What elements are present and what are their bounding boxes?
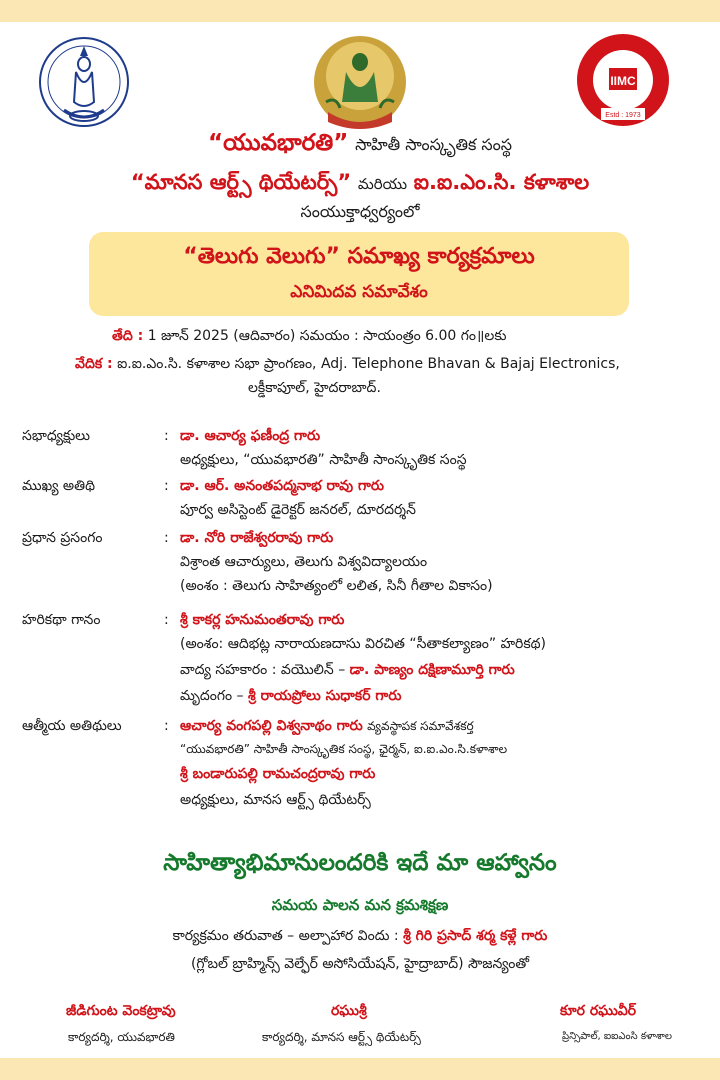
welcome-invitation: సాహిత్యాభిమానులందరికి ఇదే మా ఆహ్వానం	[163, 850, 557, 876]
header-line-2	[0, 170, 720, 200]
venue-value-2: లక్డీకాపూల్, హైదరాబాద్.	[248, 380, 381, 396]
yuvabharati-desc: సాహితీ సాంస్కృతిక సంస్థ	[355, 135, 513, 154]
signatory-1-name: జీడిగుంట వెంకట్రావు	[66, 1003, 176, 1019]
row5-name-2: శ్రీ బండారుపల్లి రామచంద్రరావు గారు	[180, 766, 376, 782]
top-band	[0, 0, 720, 22]
row5-desc-2: అధ్యక్షులు, మానస ఆర్ట్స్ థియేటర్స్	[180, 792, 371, 808]
refreshments-line	[0, 928, 720, 947]
refreshments-label: కార్యక్రమం తరువాత – అల్పాహార విందు :	[172, 928, 399, 944]
violin-artist: డా. పాణ్యం దక్షిణామూర్తి గారు	[349, 662, 515, 678]
manasa-arts-logo	[306, 32, 414, 132]
date-label: తేది :	[112, 328, 144, 344]
and-word: మరియు	[357, 175, 408, 193]
courtesy-line: (గ్లోబల్ బ్రాహ్మిన్స్ వెల్ఫేర్ అసోసియేషన్, హైద్రాబాద్) సౌజన్యంతో	[190, 956, 530, 972]
row5-name: ఆచార్య వంగపల్లి విశ్వనాథం గారు	[180, 718, 363, 734]
mridangam-label: మృదంగం –	[180, 688, 244, 704]
signatory-2-role: కార్యదర్శి, మానస ఆర్ట్స్ థియేటర్స్	[262, 1030, 421, 1044]
row5-desc: “యువభారతి” సాహితీ సాంస్కృతిక సంస్థ, ఛైర్మన్, ఐ.ఐ.ఎం.సి.కళాశాల	[180, 742, 508, 756]
row2-colon: :	[164, 478, 169, 494]
iimc-logo-text: IIMC	[610, 74, 636, 88]
row4-name: శ్రీ కాకర్ల హనుమంతరావు గారు	[180, 612, 345, 628]
row2-label: ముఖ్య అతిథి	[22, 478, 95, 494]
row2-name: డా. ఆర్. అనంతపద్మనాభ రావు గారు	[180, 478, 385, 494]
row5-colon: :	[164, 718, 169, 734]
iimc-estd-text: Estd : 1973	[605, 112, 641, 119]
row5-line	[180, 718, 474, 737]
refreshments-sponsor: శ్రీ గిరి ప్రసాద్ శర్మ కళ్లే గారు	[403, 928, 548, 944]
venue-label: వేదిక :	[75, 356, 113, 372]
jointly-organized: సంయుక్తాధ్వర్యంలో	[300, 202, 420, 221]
date-value: 1 జూన్ 2025 (ఆదివారం) సమయం : సాయంత్రం 6.00 గం॥లకు	[147, 328, 507, 344]
row3-desc-2: (అంశం : తెలుగు సాహిత్యంలో లలిత, సినీ గీతాల వికాసం)	[180, 578, 493, 594]
header-line-1	[0, 130, 720, 162]
row3-colon: :	[164, 530, 169, 546]
event-title: “తెలుగు వెలుగు” సమాఖ్య కార్యక్రమాలు	[183, 244, 535, 269]
row5-label: ఆత్మీయ అతిథులు	[22, 718, 122, 734]
signatory-2-name: రఘుశ్రీ	[331, 1003, 367, 1019]
yuvabharati-name: “యువభారతి”	[207, 130, 349, 156]
row1-name: డా. ఆచార్య ఫణీంద్ర గారు	[180, 428, 321, 444]
manasa-name: “మానస ఆర్ట్స్ థియేటర్స్”	[130, 170, 352, 194]
event-subtitle: ఎనిమిదవ సమావేశం	[290, 282, 428, 302]
iimc-college-logo	[575, 32, 671, 128]
row1-desc: అధ్యక్షులు, “యువభారతి” సాహితీ సాంస్కృతిక సంస్థ	[180, 452, 467, 468]
row4-label: హరికథా గానం	[22, 612, 101, 628]
yuvabharati-emblem-logo	[34, 32, 134, 132]
row5-role: వ్యవస్థాపక సమావేశకర్త	[367, 719, 474, 733]
bottom-band	[0, 1058, 720, 1080]
row3-desc: విశ్రాంత ఆచార్యులు, తెలుగు విశ్వవిద్యాలయం	[180, 554, 428, 570]
row1-colon: :	[164, 428, 169, 444]
signatory-3-role: ప్రిన్సిపాల్, ఐఐఎంసి కళాశాల	[562, 1031, 672, 1042]
signatory-3-name: కూర రఘువీర్	[560, 1003, 637, 1019]
row4-mridangam-line	[180, 688, 401, 707]
date-line	[112, 328, 507, 347]
row4-desc: (అంశం: ఆదిభట్ల నారాయణదాసు విరచిత “సీతాకల్యాణం” హరికథ)	[180, 636, 546, 652]
punctuality-line: సమయ పాలన మన క్రమశిక్షణ	[271, 896, 449, 914]
row3-name: డా. నోరి రాజేశ్వరరావు గారు	[180, 530, 334, 546]
violin-label: వాద్య సహకారం : వయొలిన్ –	[180, 662, 346, 678]
row3-label: ప్రధాన ప్రసంగం	[22, 530, 103, 546]
event-banner	[89, 232, 629, 316]
row1-label: సభాధ్యక్షులు	[22, 428, 90, 444]
row4-violin-line	[180, 662, 515, 681]
mridangam-artist: శ్రీ రాయప్రోలు సుధాకర్ గారు	[248, 688, 402, 704]
venue-line	[75, 356, 620, 375]
row2-desc: పూర్వ అసిస్టెంట్ డైరెక్టర్ జనరల్, దూరదర్శన్	[180, 502, 416, 518]
signatory-1-role: కార్యదర్శి, యువభారతి	[68, 1030, 175, 1044]
venue-value: ఐ.ఐ.ఎం.సి. కళాశాల సభా ప్రాంగణం, Adj. Telephone Bhavan & Bajaj Electronics,	[117, 356, 620, 372]
row4-colon: :	[164, 612, 169, 628]
iimc-name: ఐ.ఐ.ఎం.సి. కళాశాల	[413, 170, 590, 194]
